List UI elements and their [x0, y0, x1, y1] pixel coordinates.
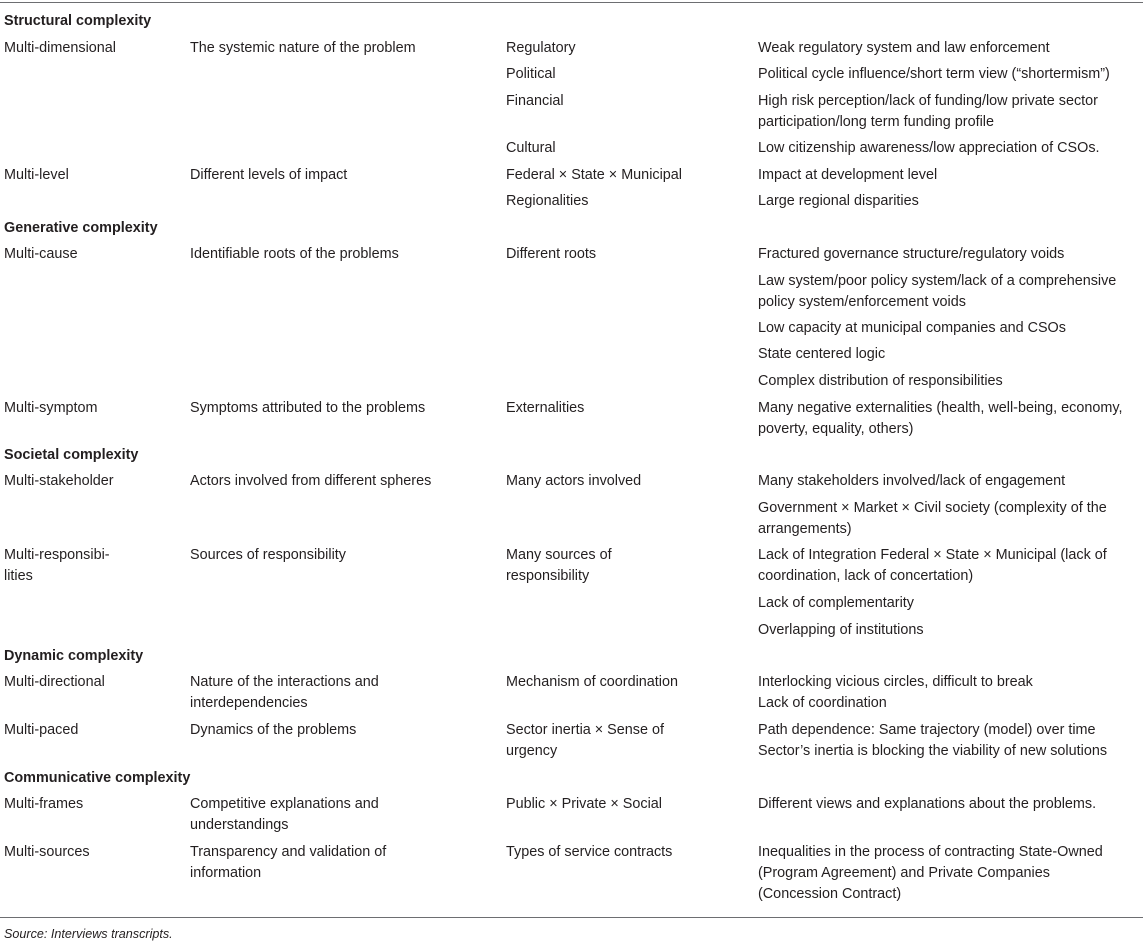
- table-cell-c2: Dynamics of the problems: [190, 722, 357, 738]
- table-cell-c3: Public × Private × Social: [506, 796, 662, 812]
- table-cell-c2: Transparency and validation of information: [190, 844, 387, 881]
- table-cell-c4: Overlapping of institutions: [758, 622, 924, 638]
- table-cell-c1: Multi-paced: [4, 722, 79, 738]
- table-cell-c3: Externalities: [506, 400, 585, 416]
- table-cell-c2: Identifiable roots of the problems: [190, 246, 399, 262]
- table-cell-c4: High risk perception/lack of funding/low private sector participation/long term funding profile: [758, 93, 1098, 130]
- table-source-note: Source: Interviews transcripts.: [4, 927, 173, 941]
- table-cell-c4: Lack of Integration Federal × State × Municipal (lack of coordination, lack of concertation): [758, 547, 1107, 584]
- table-cell-c1: Multi-level: [4, 167, 69, 183]
- table-cell-c4: State centered logic: [758, 346, 886, 362]
- table-cell-c2: Different levels of impact: [190, 167, 348, 183]
- table-cell-c4: Inequalities in the process of contracting State-Owned (Program Agreement) and Private Companies (Concession Contract): [758, 844, 1103, 902]
- table-bottom-rule: [0, 917, 1143, 918]
- table-cell-c3: Political: [506, 66, 556, 82]
- table-cell-c4: Low capacity at municipal companies and CSOs: [758, 320, 1066, 336]
- table-cell-c4: Law system/poor policy system/lack of a comprehensive policy system/enforcement voids: [758, 273, 1117, 310]
- table-cell-c1: Multi-stakeholder: [4, 473, 114, 489]
- table-cell-c3: Mechanism of coordination: [506, 674, 678, 690]
- table-cell-c2: Actors involved from different spheres: [190, 473, 432, 489]
- table-cell-c4: Fractured governance structure/regulatory voids: [758, 246, 1065, 262]
- table-cell-c3: Regionalities: [506, 193, 589, 209]
- table-cell-c4: Political cycle influence/short term view (“shortermism”): [758, 66, 1110, 82]
- table-cell-c1: Multi-dimensional: [4, 40, 116, 56]
- table-cell-c3: Different roots: [506, 246, 597, 262]
- table-cell-c4: Many negative externalities (health, well-being, economy, poverty, equality, others): [758, 400, 1123, 437]
- table-cell-c4: Interlocking vicious circles, difficult to break Lack of coordination: [758, 674, 1033, 711]
- table-cell-c4: Weak regulatory system and law enforcement: [758, 40, 1050, 56]
- table-cell-c2: Sources of responsibility: [190, 547, 346, 563]
- table-cell-c1: Multi-frames: [4, 796, 84, 812]
- table-cell-c1: Multi-directional: [4, 674, 105, 690]
- section-title: Structural complexity: [4, 13, 152, 29]
- table-cell-c2: Nature of the interactions and interdependencies: [190, 674, 379, 711]
- table-cell-c2: The systemic nature of the problem: [190, 40, 416, 56]
- table-cell-c4: Impact at development level: [758, 167, 938, 183]
- table-cell-c3: Types of service contracts: [506, 844, 673, 860]
- table-cell-c3: Federal × State × Municipal: [506, 167, 682, 183]
- table-cell-c2: Symptoms attributed to the problems: [190, 400, 426, 416]
- table-cell-c1: Multi-cause: [4, 246, 78, 262]
- table-cell-c4: Government × Market × Civil society (complexity of the arrangements): [758, 500, 1107, 537]
- table-cell-c3: Cultural: [506, 140, 556, 156]
- table-cell-c4: Large regional disparities: [758, 193, 919, 209]
- section-title: Societal complexity: [4, 447, 139, 463]
- table-cell-c4: Many stakeholders involved/lack of engagement: [758, 473, 1066, 489]
- table-cell-c4: Lack of complementarity: [758, 595, 914, 611]
- table-cell-c3: Sector inertia × Sense of urgency: [506, 722, 664, 759]
- table-cell-c4: Path dependence: Same trajectory (model) over time Sector’s inertia is blocking the viability of new solutions: [758, 722, 1108, 759]
- table-cell-c3: Many sources of responsibility: [506, 547, 612, 584]
- table-cell-c4: Complex distribution of responsibilities: [758, 373, 1003, 389]
- section-title: Dynamic complexity: [4, 648, 144, 664]
- table-cell-c3: Regulatory: [506, 40, 576, 56]
- section-title: Generative complexity: [4, 220, 158, 236]
- table-cell-c3: Many actors involved: [506, 473, 642, 489]
- section-title: Communicative complexity: [4, 770, 191, 786]
- table-cell-c1: Multi-sources: [4, 844, 90, 860]
- table-cell-c1: Multi-responsibi- lities: [4, 547, 110, 584]
- table-cell-c2: Competitive explanations and understandings: [190, 796, 379, 833]
- table-cell-c3: Financial: [506, 93, 564, 109]
- table-cell-c4: Low citizenship awareness/low appreciation of CSOs.: [758, 140, 1100, 156]
- table-cell-c1: Multi-symptom: [4, 400, 98, 416]
- table-cell-c4: Different views and explanations about the problems.: [758, 796, 1097, 812]
